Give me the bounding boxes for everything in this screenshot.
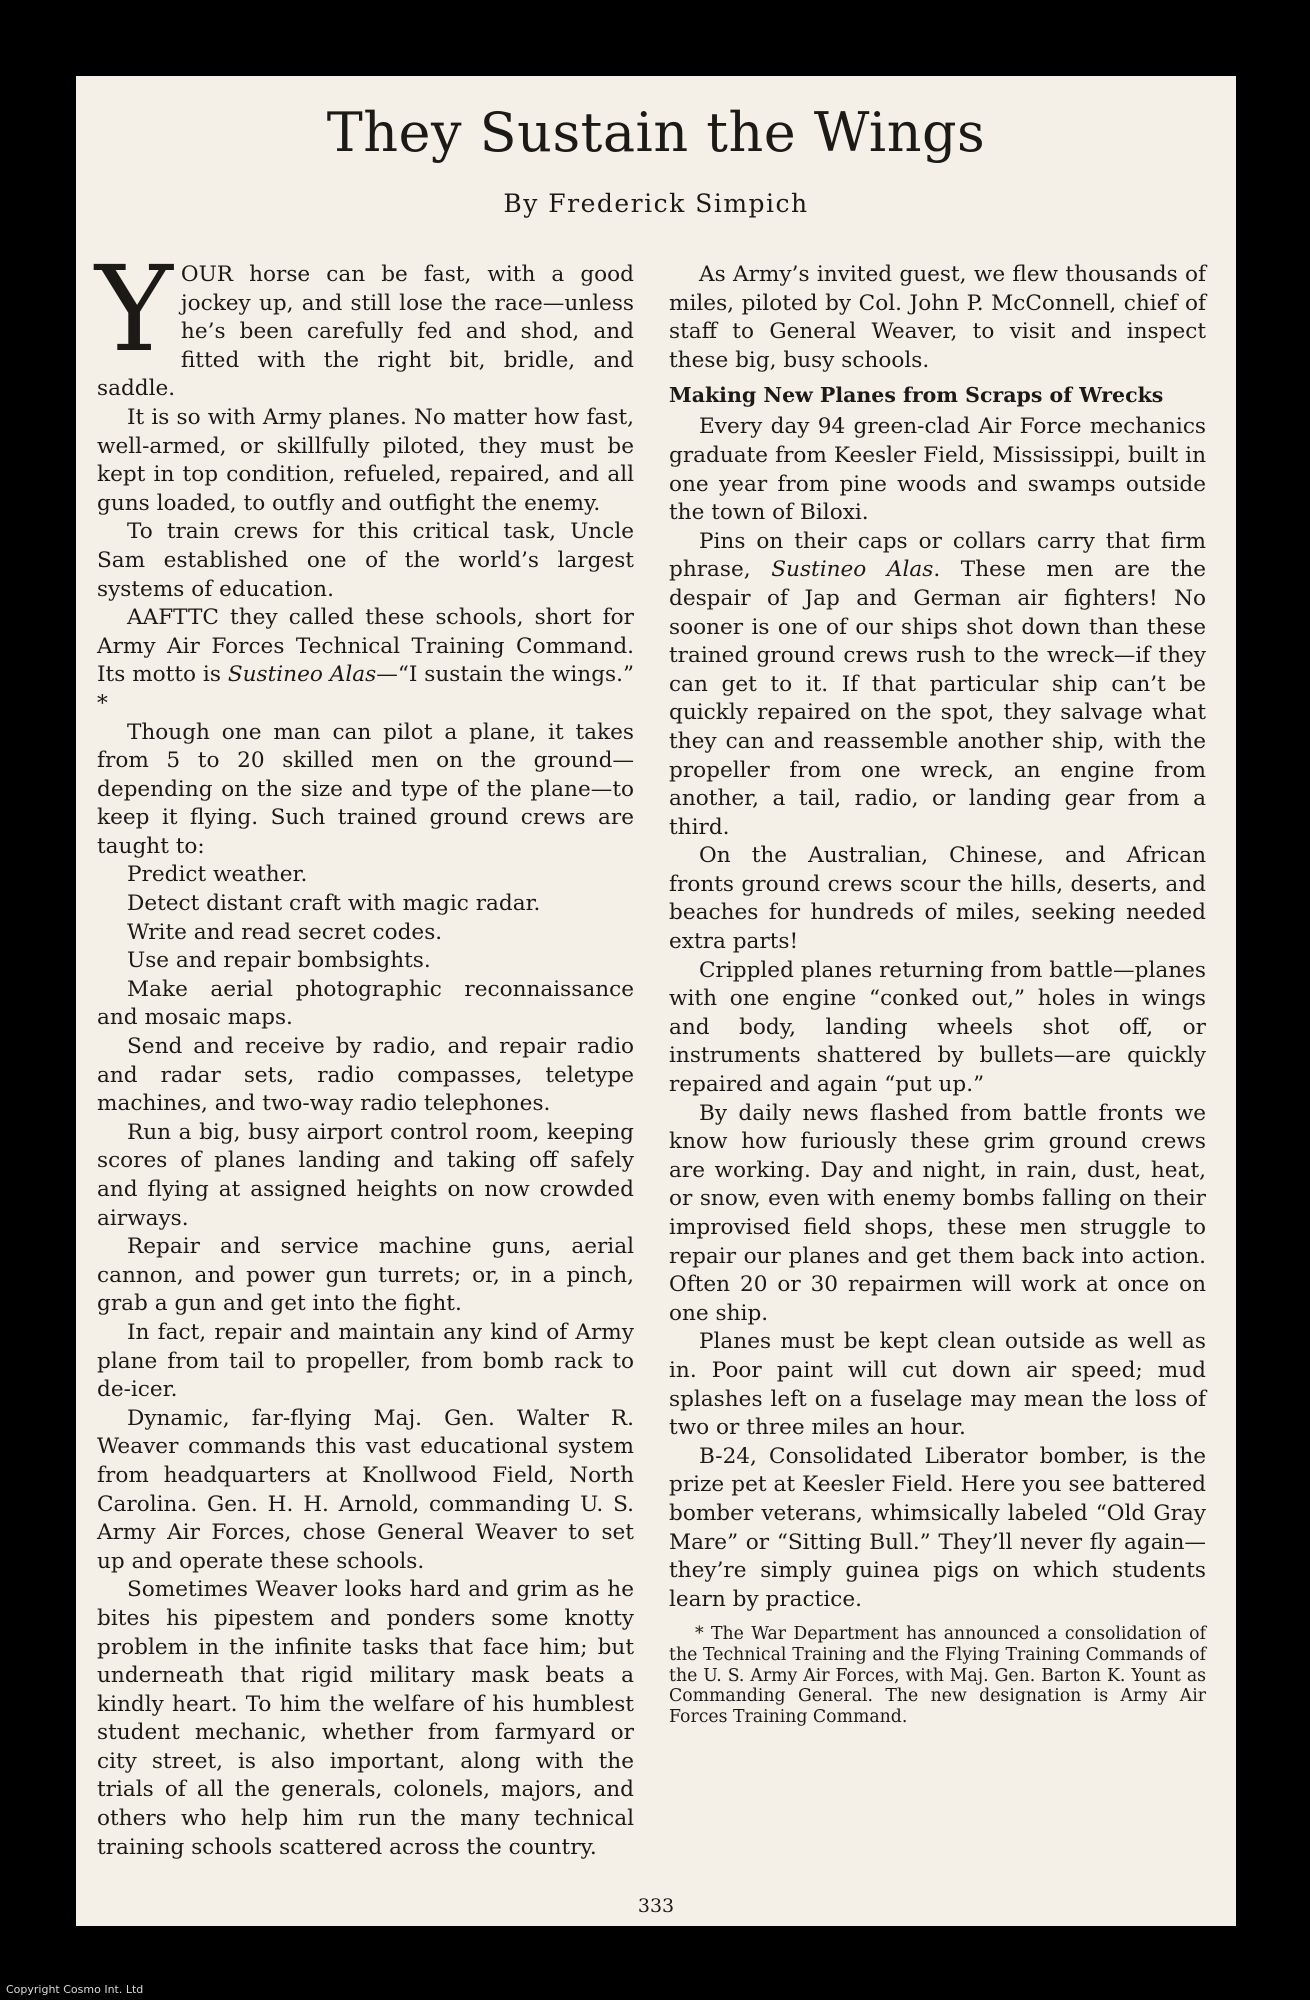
page-number: 333 bbox=[637, 1895, 675, 1917]
skill-item: Predict weather. bbox=[127, 862, 308, 888]
motto-inline: Sustineo Alas bbox=[771, 557, 934, 583]
magazine-page bbox=[76, 76, 1236, 1926]
paragraph: Crippled planes returning from battle—planes with one engine “conked out,” holes in wings and body, landing wheels shot off, or instruments shattered by bullets—are quickly repaired and again “put up.” bbox=[669, 957, 1206, 1098]
paragraph: Every day 94 green-clad Air Force mechanics graduate from Keesler Field, Mississippi, built in one year from pine woods and swamps outside the town of Biloxi. bbox=[669, 414, 1206, 526]
right-column bbox=[669, 261, 1206, 1727]
paragraph-text: —“I sustain the wings.” * bbox=[97, 662, 635, 716]
footnote: * The War Department has announced a consolidation of the Technical Training and the Flying Training Commands of the U. S. Army Air Forces, with Maj. Gen. Barton K. Yount as Commanding General. The new designation is Army Air Forces Training Command. bbox=[669, 1624, 1206, 1727]
paragraph-text: Pins on their caps or collars carry that firm phrase, bbox=[669, 528, 1206, 583]
skill-item: Make aerial photographic reconnaissance and mosaic maps. bbox=[97, 976, 634, 1031]
paragraph: On the Australian, Chinese, and African fronts ground crews scour the hills, deserts, and beaches for hundreds of miles, seeking needed extra parts! bbox=[669, 843, 1206, 955]
skill-item: Use and repair bombsights. bbox=[127, 948, 431, 974]
paragraph: It is so with Army planes. No matter how fast, well-armed, or skillfully piloted, they must be kept in top condition, refueled, repaired, and all guns loaded, to outfly and outfight the enemy. bbox=[97, 404, 634, 516]
byline: By Frederick Simpich bbox=[503, 189, 809, 218]
drop-cap: Y bbox=[95, 240, 173, 378]
paragraph: Planes must be kept clean outside as well as in. Poor paint will cut down air speed; mud splashes left on a fuselage may mean the loss of two or three miles an hour. bbox=[669, 1329, 1206, 1441]
lead-text: OUR horse can be fast, with a good jockey up, and still lose the race—unless he’s been carefully fed and shod, and fitted with the right bit, bridle, and saddle. bbox=[97, 262, 634, 402]
paragraph bbox=[97, 604, 634, 718]
skill-item: In fact, repair and maintain any kind of Army plane from tail to propeller, from bomb rack to de-icer. bbox=[97, 1319, 634, 1403]
skill-item: Write and read secret codes. bbox=[127, 919, 443, 945]
paragraph: Dynamic, far-flying Maj. Gen. Walter R. Weaver commands this vast educational system from headquarters at Knollwood Field, North Carolina. Gen. H. H. Arnold, commanding U. S. Army Air Forces, chose General Weaver to set up and operate these schools. bbox=[97, 1405, 634, 1574]
skill-item: Detect distant craft with magic radar. bbox=[127, 891, 541, 917]
skill-item: Repair and service machine guns, aerial cannon, and power gun turrets; or, in a pinch, grab a gun and get into the fight. bbox=[97, 1234, 634, 1317]
article-title: They Sustain the Wings bbox=[326, 101, 986, 164]
paragraph: To train crews for this critical task, Uncle Sam established one of the world’s largest systems of education. bbox=[97, 519, 634, 602]
paragraph: Sometimes Weaver looks hard and grim as he bites his pipestem and ponders some knotty problem in the infinite tasks that face him; but underneath that rigid military mask beats a kindly heart. To him the welfare of his humblest student mechanic, whether from farmyard or city street, is also important, along with the trials of all the generals, colonels, majors, and others who help him run the many technical training schools scattered across the country. bbox=[97, 1577, 634, 1860]
paragraph bbox=[669, 528, 1206, 843]
paragraph: Though one man can pilot a plane, it takes from 5 to 20 skilled men on the ground—depending on the size and type of the plane—to keep it flying. Such trained ground crews are taught to: bbox=[97, 719, 634, 859]
paragraph-text: AAFTTC they called these schools, short for Army Air Forces Technical Training Command. Its motto is bbox=[97, 605, 634, 688]
lead-paragraph bbox=[95, 240, 634, 404]
paragraph: B-24, Consolidated Liberator bomber, is the prize pet at Keesler Field. Here you see battered bomber veterans, whimsically labeled “Old Gray Mare” or “Sitting Bull.” They’ll never fly again—they’re simply guinea pigs on which students learn by practice. bbox=[669, 1443, 1206, 1612]
skill-item: Send and receive by radio, and repair radio and radar sets, radio compasses, teletype machines, and two-way radio telephones. bbox=[97, 1034, 634, 1117]
section-subhead: Making New Planes from Scraps of Wrecks bbox=[669, 383, 1164, 408]
paragraph: As Army’s invited guest, we flew thousands of miles, piloted by Col. John P. McConnell, chief of staff to General Weaver, to visit and inspect these big, busy schools. bbox=[669, 262, 1206, 373]
left-column bbox=[95, 240, 635, 1862]
paragraph: By daily news flashed from battle fronts we know how furiously these grim ground crews are working. Day and night, in rain, dust, heat, or snow, even with enemy bombs falling on their improvised field shops, these men struggle to repair our planes and get them back into action. Often 20 or 30 repairmen will work at once on one ship. bbox=[669, 1100, 1206, 1326]
motto: Sustineo Alas bbox=[227, 662, 377, 688]
copyright-watermark: Copyright Cosmo Int. Ltd bbox=[6, 1983, 144, 1996]
paragraph-text: . These men are the despair of Jap and German air fighters! No sooner is one of our ships shot down than these trained ground crews rush to the wreck—if they can get to it. If that particular ship can’t be quickly repaired on the spot, they salvage what they can and reassemble another ship, with the propeller from one wreck, an engine from another, a tail, radio, or landing gear from a third. bbox=[669, 557, 1207, 840]
skill-item: Run a big, busy airport control room, keeping scores of planes landing and taking off safely and flying at assigned heights on now crowded airways. bbox=[97, 1119, 634, 1231]
